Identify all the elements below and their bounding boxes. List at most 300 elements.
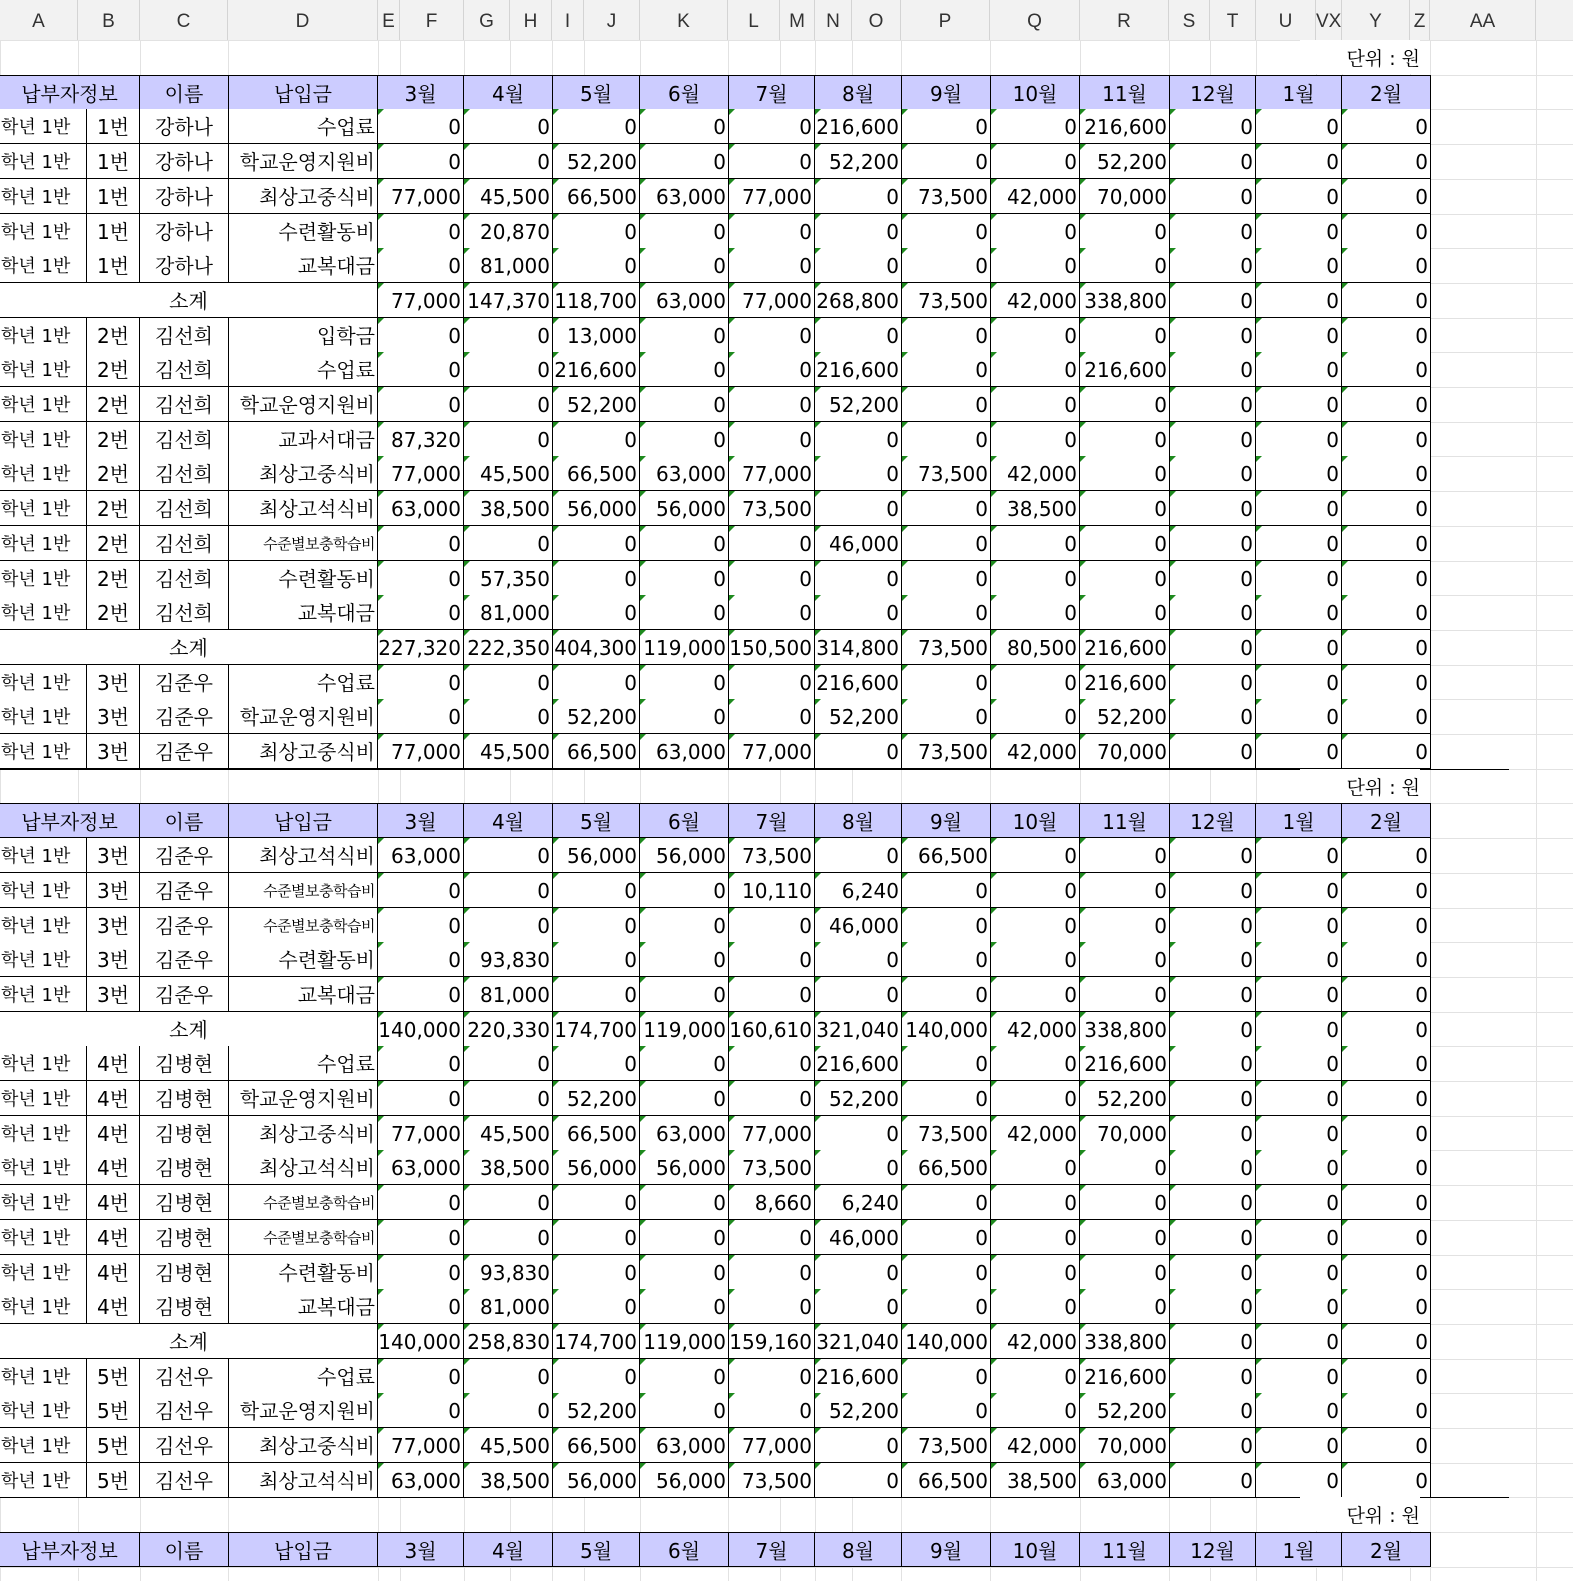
amount-cell[interactable]: 0 [815,248,902,283]
amount-cell[interactable]: 77,000 [378,1428,464,1463]
amount-cell[interactable]: 0 [464,699,553,734]
class-cell[interactable]: 학년 1반 [0,838,87,873]
header-month[interactable]: 6월 [640,1532,729,1567]
amount-cell[interactable]: 0 [902,873,991,908]
fee-type-cell[interactable]: 최상고석식비 [229,1150,378,1185]
amount-cell[interactable]: 13,000 [553,318,640,353]
student-number-cell[interactable]: 3번 [87,665,140,700]
amount-cell[interactable]: 46,000 [815,526,902,561]
amount-cell[interactable]: 0 [1170,665,1256,700]
header-month[interactable]: 11월 [1080,1532,1170,1567]
amount-cell[interactable]: 0 [464,1359,553,1394]
amount-cell[interactable]: 0 [553,942,640,977]
subtotal-value[interactable]: 314,800 [815,630,902,665]
amount-cell[interactable]: 77,000 [729,734,815,769]
header-fee-type[interactable]: 납입금 [229,1532,378,1567]
amount-cell[interactable]: 0 [902,942,991,977]
amount-cell[interactable]: 0 [378,248,464,283]
column-header-y[interactable]: Y [1342,0,1410,40]
amount-cell[interactable]: 0 [1170,1081,1256,1116]
class-cell[interactable]: 학년 1반 [0,665,87,700]
student-name-cell[interactable]: 김선희 [140,422,229,457]
amount-cell[interactable]: 0 [1170,144,1256,179]
subtotal-value[interactable]: 0 [1170,1012,1256,1047]
subtotal-value[interactable]: 0 [1342,1012,1431,1047]
amount-cell[interactable]: 0 [378,699,464,734]
amount-cell[interactable]: 56,000 [640,1150,729,1185]
amount-cell[interactable]: 73,500 [902,1428,991,1463]
amount-cell[interactable]: 63,000 [640,456,729,491]
amount-cell[interactable]: 70,000 [1080,1116,1170,1151]
amount-cell[interactable]: 0 [1256,1046,1342,1081]
subtotal-value[interactable]: 42,000 [991,283,1080,318]
amount-cell[interactable]: 0 [640,387,729,422]
amount-cell[interactable]: 0 [640,144,729,179]
amount-cell[interactable]: 0 [1256,1255,1342,1290]
fee-type-cell[interactable]: 교과서대금 [229,422,378,457]
amount-cell[interactable]: 0 [815,1116,902,1151]
amount-cell[interactable]: 73,500 [729,491,815,526]
student-name-cell[interactable]: 김병현 [140,1150,229,1185]
amount-cell[interactable]: 56,000 [640,491,729,526]
amount-cell[interactable]: 73,500 [729,1463,815,1498]
class-cell[interactable]: 학년 1반 [0,1116,87,1151]
student-number-cell[interactable]: 4번 [87,1289,140,1324]
amount-cell[interactable]: 0 [1256,456,1342,491]
amount-cell[interactable]: 0 [1256,526,1342,561]
amount-cell[interactable]: 81,000 [464,977,553,1012]
amount-cell[interactable]: 73,500 [902,456,991,491]
subtotal-value[interactable]: 174,700 [553,1324,640,1359]
subtotal-value[interactable]: 73,500 [902,283,991,318]
subtotal-value[interactable]: 77,000 [729,283,815,318]
fee-type-cell[interactable]: 수업료 [229,1359,378,1394]
class-cell[interactable]: 학년 1반 [0,1463,87,1498]
amount-cell[interactable]: 0 [378,873,464,908]
amount-cell[interactable]: 0 [815,318,902,353]
class-cell[interactable]: 학년 1반 [0,422,87,457]
amount-cell[interactable]: 52,200 [553,1081,640,1116]
amount-cell[interactable]: 0 [991,1289,1080,1324]
amount-cell[interactable]: 0 [378,1289,464,1324]
amount-cell[interactable]: 66,500 [902,838,991,873]
amount-cell[interactable]: 0 [464,908,553,943]
student-number-cell[interactable]: 5번 [87,1359,140,1394]
amount-cell[interactable]: 0 [729,1046,815,1081]
amount-cell[interactable]: 0 [1256,144,1342,179]
amount-cell[interactable]: 0 [1080,1289,1170,1324]
amount-cell[interactable]: 216,600 [1080,1359,1170,1394]
amount-cell[interactable]: 0 [378,1185,464,1220]
amount-cell[interactable]: 0 [815,456,902,491]
fee-type-cell[interactable]: 최상고중식비 [229,1116,378,1151]
subtotal-value[interactable]: 119,000 [640,1012,729,1047]
fee-type-cell[interactable]: 수련활동비 [229,561,378,596]
amount-cell[interactable]: 0 [991,352,1080,387]
student-name-cell[interactable]: 김준우 [140,873,229,908]
amount-cell[interactable]: 81,000 [464,1289,553,1324]
amount-cell[interactable]: 0 [991,1393,1080,1428]
subtotal-value[interactable]: 0 [1170,630,1256,665]
class-cell[interactable]: 학년 1반 [0,699,87,734]
subtotal-value[interactable]: 150,500 [729,630,815,665]
student-name-cell[interactable]: 김선희 [140,526,229,561]
amount-cell[interactable]: 0 [464,144,553,179]
amount-cell[interactable]: 0 [815,422,902,457]
amount-cell[interactable]: 0 [991,1220,1080,1255]
amount-cell[interactable]: 0 [1342,214,1431,249]
amount-cell[interactable]: 0 [1080,942,1170,977]
header-month[interactable]: 4월 [464,75,553,110]
amount-cell[interactable]: 0 [815,1150,902,1185]
header-month[interactable]: 1월 [1256,75,1342,110]
student-number-cell[interactable]: 2번 [87,561,140,596]
subtotal-value[interactable]: 0 [1342,1324,1431,1359]
amount-cell[interactable]: 46,000 [815,1220,902,1255]
column-header-u[interactable]: U [1256,0,1316,40]
fee-type-cell[interactable]: 수준별보충학습비 [229,1185,378,1220]
amount-cell[interactable]: 0 [1170,1428,1256,1463]
student-number-cell[interactable]: 1번 [87,109,140,144]
amount-cell[interactable]: 0 [1342,387,1431,422]
amount-cell[interactable]: 0 [729,248,815,283]
subtotal-value[interactable]: 119,000 [640,1324,729,1359]
amount-cell[interactable]: 0 [640,561,729,596]
amount-cell[interactable]: 0 [640,109,729,144]
column-header-r[interactable]: R [1080,0,1169,40]
amount-cell[interactable]: 63,000 [640,179,729,214]
subtotal-label[interactable]: 소계 [0,630,378,665]
fee-type-cell[interactable]: 수준별보충학습비 [229,1220,378,1255]
amount-cell[interactable]: 0 [991,1046,1080,1081]
amount-cell[interactable]: 0 [991,838,1080,873]
student-name-cell[interactable]: 김병현 [140,1116,229,1151]
amount-cell[interactable]: 0 [991,387,1080,422]
amount-cell[interactable]: 0 [1080,908,1170,943]
student-number-cell[interactable]: 4번 [87,1185,140,1220]
amount-cell[interactable]: 20,870 [464,214,553,249]
class-cell[interactable]: 학년 1반 [0,1046,87,1081]
header-month[interactable]: 5월 [553,803,640,838]
amount-cell[interactable]: 0 [1256,179,1342,214]
amount-cell[interactable]: 56,000 [553,491,640,526]
header-month[interactable]: 9월 [902,75,991,110]
header-month[interactable]: 12월 [1170,803,1256,838]
amount-cell[interactable]: 52,200 [1080,699,1170,734]
amount-cell[interactable]: 0 [553,109,640,144]
amount-cell[interactable]: 0 [1256,109,1342,144]
amount-cell[interactable]: 66,500 [553,456,640,491]
amount-cell[interactable]: 42,000 [991,456,1080,491]
amount-cell[interactable]: 0 [815,977,902,1012]
amount-cell[interactable]: 0 [902,1185,991,1220]
fee-type-cell[interactable]: 수준별보충학습비 [229,526,378,561]
amount-cell[interactable]: 0 [553,561,640,596]
column-header-z[interactable]: Z [1410,0,1430,40]
column-header-i[interactable]: I [552,0,584,40]
amount-cell[interactable]: 0 [1342,1255,1431,1290]
amount-cell[interactable]: 216,600 [1080,352,1170,387]
amount-cell[interactable]: 63,000 [378,491,464,526]
amount-cell[interactable]: 0 [902,699,991,734]
amount-cell[interactable]: 0 [464,526,553,561]
fee-type-cell[interactable]: 교복대금 [229,977,378,1012]
amount-cell[interactable]: 0 [1256,908,1342,943]
subtotal-value[interactable]: 338,800 [1080,283,1170,318]
amount-cell[interactable]: 0 [1342,699,1431,734]
student-number-cell[interactable]: 2번 [87,595,140,630]
amount-cell[interactable]: 0 [729,387,815,422]
amount-cell[interactable]: 0 [815,1289,902,1324]
fee-type-cell[interactable]: 수준별보충학습비 [229,873,378,908]
fee-type-cell[interactable]: 최상고중식비 [229,734,378,769]
amount-cell[interactable]: 73,500 [902,734,991,769]
student-number-cell[interactable]: 2번 [87,387,140,422]
amount-cell[interactable]: 0 [1170,422,1256,457]
amount-cell[interactable]: 0 [640,1185,729,1220]
fee-type-cell[interactable]: 수업료 [229,109,378,144]
amount-cell[interactable]: 77,000 [378,734,464,769]
amount-cell[interactable]: 0 [1342,1289,1431,1324]
subtotal-value[interactable]: 0 [1342,630,1431,665]
amount-cell[interactable]: 70,000 [1080,1428,1170,1463]
amount-cell[interactable]: 0 [1080,526,1170,561]
class-cell[interactable]: 학년 1반 [0,352,87,387]
student-number-cell[interactable]: 3번 [87,838,140,873]
amount-cell[interactable]: 0 [640,699,729,734]
header-month[interactable]: 6월 [640,803,729,838]
class-cell[interactable]: 학년 1반 [0,456,87,491]
amount-cell[interactable]: 0 [1170,977,1256,1012]
student-name-cell[interactable]: 강하나 [140,214,229,249]
amount-cell[interactable]: 0 [378,561,464,596]
subtotal-value[interactable]: 140,000 [902,1012,991,1047]
student-name-cell[interactable]: 김병현 [140,1185,229,1220]
header-month[interactable]: 3월 [378,75,464,110]
fee-type-cell[interactable]: 교복대금 [229,1289,378,1324]
subtotal-value[interactable]: 258,830 [464,1324,553,1359]
amount-cell[interactable]: 52,200 [1080,1393,1170,1428]
amount-cell[interactable]: 0 [640,595,729,630]
amount-cell[interactable]: 0 [729,1220,815,1255]
amount-cell[interactable]: 0 [991,1255,1080,1290]
header-month[interactable]: 7월 [729,1532,815,1567]
amount-cell[interactable]: 0 [378,352,464,387]
column-header-d[interactable]: D [228,0,378,40]
amount-cell[interactable]: 0 [464,387,553,422]
header-name[interactable]: 이름 [140,1532,229,1567]
amount-cell[interactable]: 63,000 [640,1116,729,1151]
student-name-cell[interactable]: 김선희 [140,561,229,596]
amount-cell[interactable]: 0 [1170,1116,1256,1151]
amount-cell[interactable]: 0 [1256,873,1342,908]
student-number-cell[interactable]: 4번 [87,1116,140,1151]
subtotal-value[interactable]: 140,000 [902,1324,991,1359]
amount-cell[interactable]: 66,500 [553,179,640,214]
column-header-c[interactable]: C [140,0,228,40]
amount-cell[interactable]: 0 [1170,1150,1256,1185]
amount-cell[interactable]: 0 [902,1081,991,1116]
header-month[interactable]: 4월 [464,803,553,838]
amount-cell[interactable]: 0 [1170,1220,1256,1255]
amount-cell[interactable]: 0 [1170,873,1256,908]
subtotal-value[interactable]: 216,600 [1080,630,1170,665]
amount-cell[interactable]: 73,500 [729,838,815,873]
amount-cell[interactable]: 0 [1080,491,1170,526]
amount-cell[interactable]: 56,000 [640,838,729,873]
header-month[interactable]: 7월 [729,75,815,110]
amount-cell[interactable]: 0 [378,977,464,1012]
class-cell[interactable]: 학년 1반 [0,144,87,179]
amount-cell[interactable]: 0 [902,1289,991,1324]
subtotal-value[interactable]: 160,610 [729,1012,815,1047]
class-cell[interactable]: 학년 1반 [0,1081,87,1116]
amount-cell[interactable]: 52,200 [553,387,640,422]
amount-cell[interactable]: 0 [1342,1185,1431,1220]
amount-cell[interactable]: 0 [640,1046,729,1081]
amount-cell[interactable]: 0 [553,1220,640,1255]
amount-cell[interactable]: 0 [553,1185,640,1220]
header-month[interactable]: 3월 [378,1532,464,1567]
amount-cell[interactable]: 0 [1342,1116,1431,1151]
amount-cell[interactable]: 77,000 [729,179,815,214]
amount-cell[interactable]: 0 [991,942,1080,977]
amount-cell[interactable]: 0 [1256,942,1342,977]
subtotal-value[interactable]: 321,040 [815,1012,902,1047]
amount-cell[interactable]: 216,600 [815,1046,902,1081]
class-cell[interactable]: 학년 1반 [0,1393,87,1428]
amount-cell[interactable]: 216,600 [815,665,902,700]
amount-cell[interactable]: 0 [991,318,1080,353]
amount-cell[interactable]: 0 [902,422,991,457]
class-cell[interactable]: 학년 1반 [0,526,87,561]
amount-cell[interactable]: 0 [991,561,1080,596]
amount-cell[interactable]: 0 [553,873,640,908]
amount-cell[interactable]: 0 [1256,248,1342,283]
amount-cell[interactable]: 0 [1256,699,1342,734]
amount-cell[interactable]: 0 [729,318,815,353]
amount-cell[interactable]: 52,200 [815,144,902,179]
subtotal-value[interactable]: 159,160 [729,1324,815,1359]
amount-cell[interactable]: 0 [729,214,815,249]
amount-cell[interactable]: 0 [1256,1081,1342,1116]
fee-type-cell[interactable]: 수련활동비 [229,942,378,977]
amount-cell[interactable]: 0 [1342,179,1431,214]
student-number-cell[interactable]: 1번 [87,248,140,283]
fee-type-cell[interactable]: 학교운영지원비 [229,387,378,422]
amount-cell[interactable]: 0 [378,942,464,977]
amount-cell[interactable]: 0 [815,1463,902,1498]
fee-type-cell[interactable]: 수련활동비 [229,1255,378,1290]
amount-cell[interactable]: 0 [1170,595,1256,630]
class-cell[interactable]: 학년 1반 [0,1359,87,1394]
class-cell[interactable]: 학년 1반 [0,1185,87,1220]
class-cell[interactable]: 학년 1반 [0,977,87,1012]
amount-cell[interactable]: 0 [991,873,1080,908]
amount-cell[interactable]: 0 [553,248,640,283]
amount-cell[interactable]: 0 [815,734,902,769]
amount-cell[interactable]: 0 [378,1046,464,1081]
amount-cell[interactable]: 0 [640,248,729,283]
amount-cell[interactable]: 73,500 [729,1150,815,1185]
column-header-b[interactable]: B [78,0,140,40]
amount-cell[interactable]: 0 [1256,1393,1342,1428]
amount-cell[interactable]: 0 [1256,838,1342,873]
amount-cell[interactable]: 0 [1080,456,1170,491]
amount-cell[interactable]: 77,000 [378,1116,464,1151]
amount-cell[interactable]: 0 [991,526,1080,561]
subtotal-label[interactable]: 소계 [0,283,378,318]
amount-cell[interactable]: 0 [378,318,464,353]
amount-cell[interactable]: 73,500 [902,1116,991,1151]
amount-cell[interactable]: 77,000 [729,456,815,491]
fee-type-cell[interactable]: 교복대금 [229,248,378,283]
subtotal-value[interactable]: 42,000 [991,1324,1080,1359]
header-month[interactable]: 9월 [902,1532,991,1567]
amount-cell[interactable]: 0 [729,1289,815,1324]
amount-cell[interactable]: 0 [553,422,640,457]
fee-type-cell[interactable]: 입학금 [229,318,378,353]
subtotal-value[interactable]: 338,800 [1080,1012,1170,1047]
subtotal-value[interactable]: 404,300 [553,630,640,665]
header-month[interactable]: 8월 [815,803,902,838]
amount-cell[interactable]: 216,600 [815,109,902,144]
amount-cell[interactable]: 0 [1170,838,1256,873]
amount-cell[interactable]: 0 [729,908,815,943]
amount-cell[interactable]: 0 [640,1289,729,1324]
amount-cell[interactable]: 0 [991,699,1080,734]
subtotal-value[interactable]: 140,000 [378,1012,464,1047]
amount-cell[interactable]: 10,110 [729,873,815,908]
header-month[interactable]: 1월 [1256,803,1342,838]
student-number-cell[interactable]: 4번 [87,1220,140,1255]
column-header-a[interactable]: A [0,0,78,40]
amount-cell[interactable]: 0 [1080,214,1170,249]
amount-cell[interactable]: 0 [553,1255,640,1290]
amount-cell[interactable]: 0 [1080,422,1170,457]
amount-cell[interactable]: 0 [1342,248,1431,283]
fee-type-cell[interactable]: 수준별보충학습비 [229,908,378,943]
amount-cell[interactable]: 0 [1342,109,1431,144]
amount-cell[interactable]: 0 [902,1359,991,1394]
amount-cell[interactable]: 0 [464,422,553,457]
amount-cell[interactable]: 0 [991,1150,1080,1185]
column-header-m[interactable]: M [780,0,815,40]
header-name[interactable]: 이름 [140,803,229,838]
amount-cell[interactable]: 0 [902,352,991,387]
amount-cell[interactable]: 0 [1342,595,1431,630]
amount-cell[interactable]: 0 [1256,1359,1342,1394]
amount-cell[interactable]: 0 [1342,1359,1431,1394]
amount-cell[interactable]: 42,000 [991,1428,1080,1463]
student-number-cell[interactable]: 2번 [87,456,140,491]
amount-cell[interactable]: 0 [378,1255,464,1290]
header-month[interactable]: 6월 [640,75,729,110]
class-cell[interactable]: 학년 1반 [0,561,87,596]
amount-cell[interactable]: 0 [1170,1046,1256,1081]
amount-cell[interactable]: 0 [815,1428,902,1463]
column-header-vx[interactable]: VX [1316,0,1342,40]
student-name-cell[interactable]: 김선희 [140,595,229,630]
amount-cell[interactable]: 0 [640,665,729,700]
amount-cell[interactable]: 0 [1342,1150,1431,1185]
student-number-cell[interactable]: 4번 [87,1150,140,1185]
amount-cell[interactable]: 0 [1256,387,1342,422]
amount-cell[interactable]: 0 [1342,1046,1431,1081]
amount-cell[interactable]: 66,500 [902,1463,991,1498]
amount-cell[interactable]: 0 [1170,1393,1256,1428]
subtotal-value[interactable]: 0 [1256,630,1342,665]
